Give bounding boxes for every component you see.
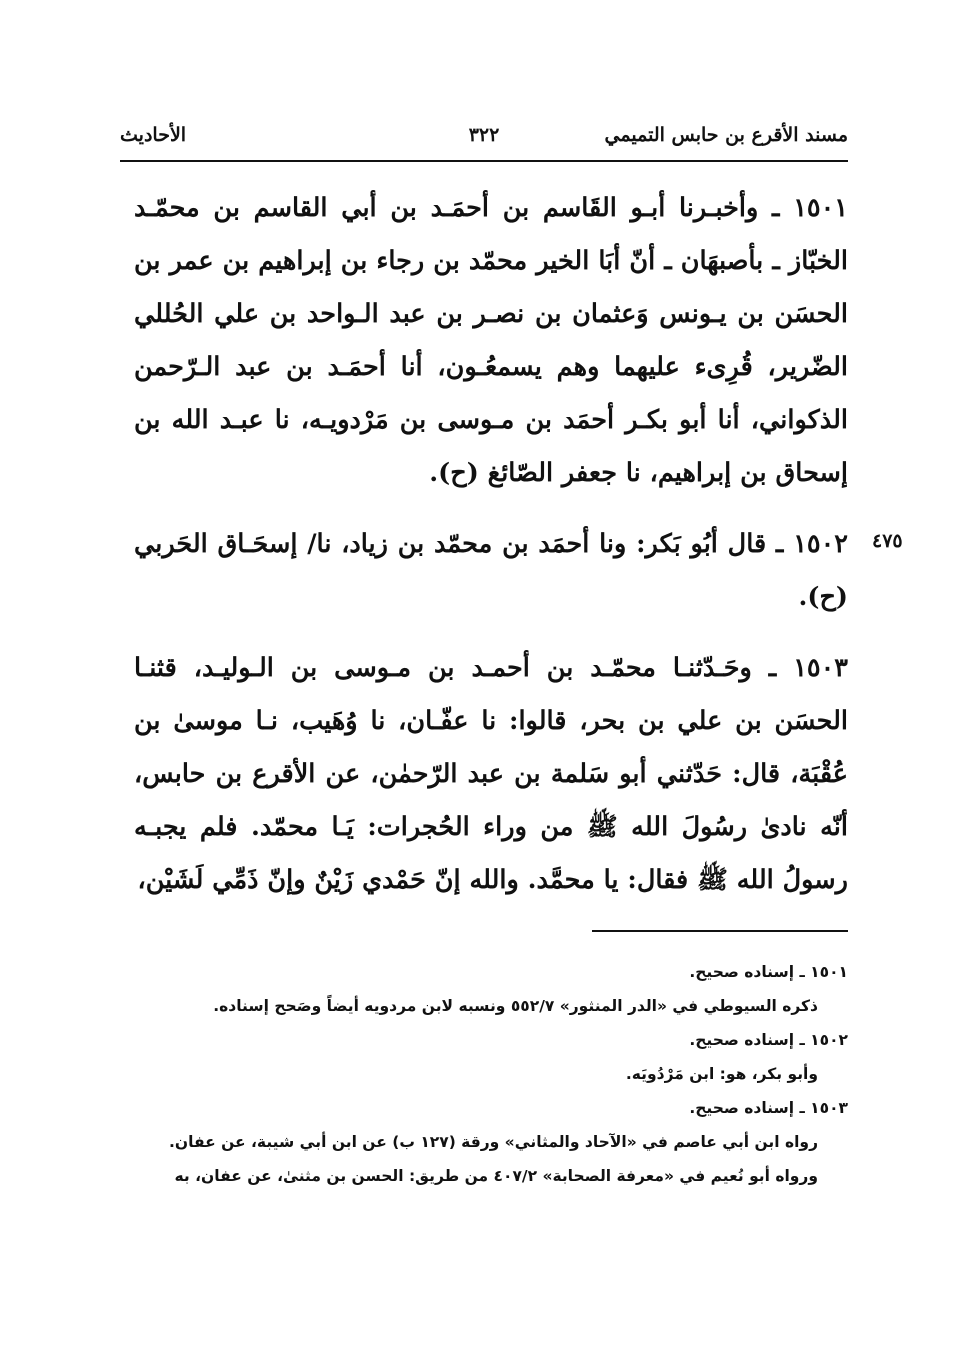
page-header [120, 118, 848, 158]
hadith-number: ١٥٠٣ [793, 653, 848, 683]
hadith-text: ـ قال أبُو بَكر: ونا أحمَد بن محمّد بن زياد، نا/ إسحَـاق الحَربي (ح). [134, 529, 848, 612]
running-title: مسند الأقرع بن حابس التميمي [604, 124, 848, 146]
footnote-line: ١٥٠١ ـ إسناده صحيح. [689, 963, 848, 981]
hadith-number: ١٥٠٢ [793, 529, 849, 559]
footnote-line: ذكره السيوطي في «الدر المنثور» ٥٥٢/٧ ونسبه لابن مردويه أيضاً وصَحح إسناده. [213, 997, 818, 1015]
page-number: ٣٢٢ [468, 124, 500, 146]
header-rule [120, 160, 848, 162]
margin-page-number: ٤٧٥ [872, 530, 903, 552]
footnote-line: وأبو بكر، هو: ابن مَرْدُويَه. [625, 1065, 818, 1083]
footnote-line: رواه ابن أبي عاصم في «الآحاد والمثاني» ورقة (١٢٧ ب) عن ابن أبي شيبة، عن عفان. [169, 1133, 818, 1151]
footnote-line: ١٥٠٢ ـ إسناده صحيح. [689, 1031, 848, 1049]
hadith-1501 [134, 182, 848, 500]
hadith-1503 [134, 642, 848, 907]
footnotes [134, 955, 848, 1193]
main-text [134, 182, 848, 925]
footnote-line: ورواه أبو نُعيم في «معرفة الصحابة» ٤٠٧/٢ من طريق: الحسن بن مثنىٰ، عن عفان، به [174, 1167, 818, 1185]
hadith-number: ١٥٠١ [793, 193, 848, 223]
hadith-text: ـ وأخبـرنا أبـو القَاسم بن أحمَـد بن أبي القاسم بن محمّـد الخبّاز ـ بأصبهَان ـ أنّ أبَا الخير محمّد بن رجاء بن إبراهيم بن عمر بن الحسَن بن يـونس وَعثمان بن نصـر بن عبد الـواحد بن علي الحُللي الضّرير، قُرِىء عليهما وهم يسمعُـون، أنا أحمَـد بن عبد الـرّحمن الذكواني، أنا أبو بكـر أحمَد بن مـوسى بن مَرْدويـه، نا عبـد الله بن إسحاق بن إبراهيم، نا جعفر الصّائغ (ح). [134, 193, 848, 488]
hadith-text: ـ وحَـدّثنـا محمّـد بن أحمـد بن مـوسى بن الـوليـد، قثنـا الحسَن بن علي بن بحر، قالوا: نا عفّـان، نا وُهَيب، نـا موسىٰ بن عُقْبَة، قال: حَدّثني أبو سَلمة بن عبد الرّحمٰن، عن الأقرع بن حابس، أنّه نادىٰ رسُولَ الله ﷺ من وراء الحُجرات: يَـا محمّد. فلم يجبـه رسولُ الله ﷺ فقال: يا محمَّد. والله إنّ حَمْدي زَيْنٌ وإنّ ذَمِّي لَشَيْن، [134, 653, 848, 895]
footnote-rule [592, 930, 848, 932]
footnote-line: ١٥٠٣ ـ إسناده صحيح. [689, 1099, 848, 1117]
hadith-1502 [134, 518, 848, 624]
section-title: الأحاديث [120, 124, 187, 146]
